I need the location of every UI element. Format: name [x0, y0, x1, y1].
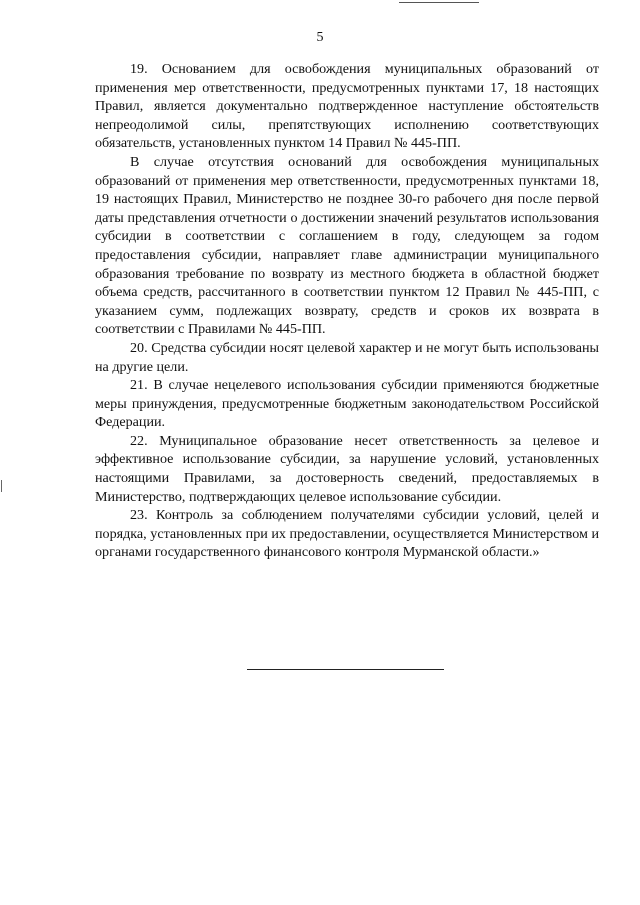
scan-mark-top [399, 2, 479, 3]
paragraph-22: 22. Муниципальное образование несет ответственность за целевое и эффективное использование субсидии, за нарушение условий, установленных настоящими Правилами, за достоверность сведений, предоставляемых в Министерство, подтверждающих целевое использование субсидии. [95, 432, 599, 505]
paragraph-21: 21. В случае нецелевого использования субсидии применяются бюджетные меры принуждения, предусмотренные бюджетным законодательством Российской Федерации. [95, 377, 599, 431]
document-body [95, 60, 599, 562]
paragraph-19-continuation: В случае отсутствия оснований для освобождения муниципальных образований от применения мер ответственности, предусмотренных пунктами 18, 19 настоящих Правил, Министерство не позднее 30-го рабочего дня после первой даты представления отчетности о достижении значений результатов использования субсидии в соответствии с соглашением в году, следующем за годом предоставления субсидии, направляет главе администрации муниципального образования требование по возврату из местного бюджета в областной бюджет объема средств, рассчитанного в соответствии пунктом 12 Правил № 445-ПП, с указанием сумм, подлежащих возврату, средств и сроков их возврата в соответствии с Правилами № 445-ПП. [95, 153, 599, 338]
paragraph-23: 23. Контроль за соблюдением получателями субсидии условий, целей и порядка, установленных при их предоставлении, осуществляется Министерством и органами государственного финансового контроля Мурманской области.» [95, 507, 599, 561]
scan-mark-left [1, 480, 2, 492]
end-separator-line [247, 669, 444, 670]
page-number: 5 [316, 30, 324, 45]
paragraph-19: 19. Основанием для освобождения муниципальных образований от применения мер ответственности, предусмотренных пунктами 17, 18 настоящих Правил, является документально подтвержденное наступление обстоятельств непреодолимой силы, препятствующих исполнению соответствующих обязательств, установленных пунктом 14 Правил № 445-ПП. [95, 61, 599, 152]
paragraph-20: 20. Средства субсидии носят целевой характер и не могут быть использованы на другие цели. [95, 339, 599, 375]
